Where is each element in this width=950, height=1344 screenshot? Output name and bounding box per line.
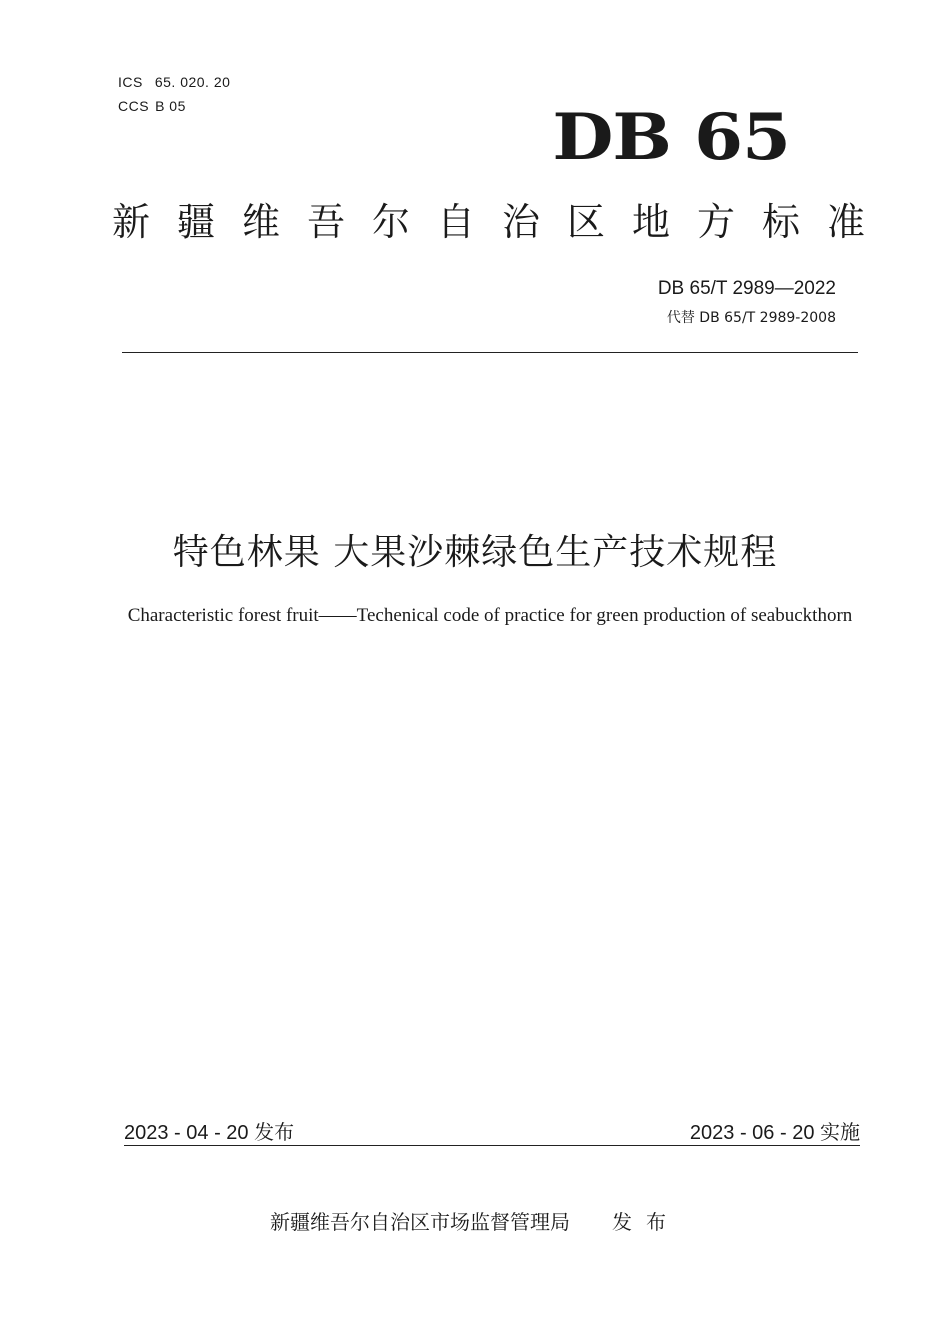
ics-classification [118, 74, 230, 90]
issue-date: 2023 - 04 - 20 [124, 1122, 249, 1144]
issuer-name: 新疆维吾尔自治区市场监督管理局 [270, 1210, 570, 1234]
ics-label: ICS [118, 74, 143, 90]
standard-type: 新疆维吾尔自治区地方标准 [112, 200, 893, 244]
issuer-action: 发布 [612, 1210, 680, 1234]
issue-word: 发布 [254, 1120, 295, 1144]
header-divider [122, 352, 858, 353]
ccs-classification [118, 98, 186, 114]
ics-code: 65. 020. 20 [154, 74, 231, 90]
db-logo: DB 65 [552, 100, 790, 175]
implement-date-line [690, 1116, 860, 1145]
title-chinese: 特色林果 大果沙棘绿色生产技术规程 [172, 532, 778, 573]
issue-date-line [124, 1116, 294, 1145]
ccs-label: CCS [118, 98, 150, 114]
issuer-line [0, 1206, 950, 1235]
implement-word: 实施 [820, 1120, 860, 1144]
implement-date: 2023 - 06 - 20 [689, 1122, 815, 1144]
title-english: Characteristic forest fruit——Techenical code of practice for green production of seabuckthorn [127, 605, 853, 626]
footer-divider [124, 1145, 860, 1146]
ccs-code: B 05 [155, 98, 186, 114]
replaces-standard: 代替 DB 65/T 2989-2008 [666, 310, 836, 326]
standard-number: DB 65/T 2989—2022 [657, 278, 836, 299]
